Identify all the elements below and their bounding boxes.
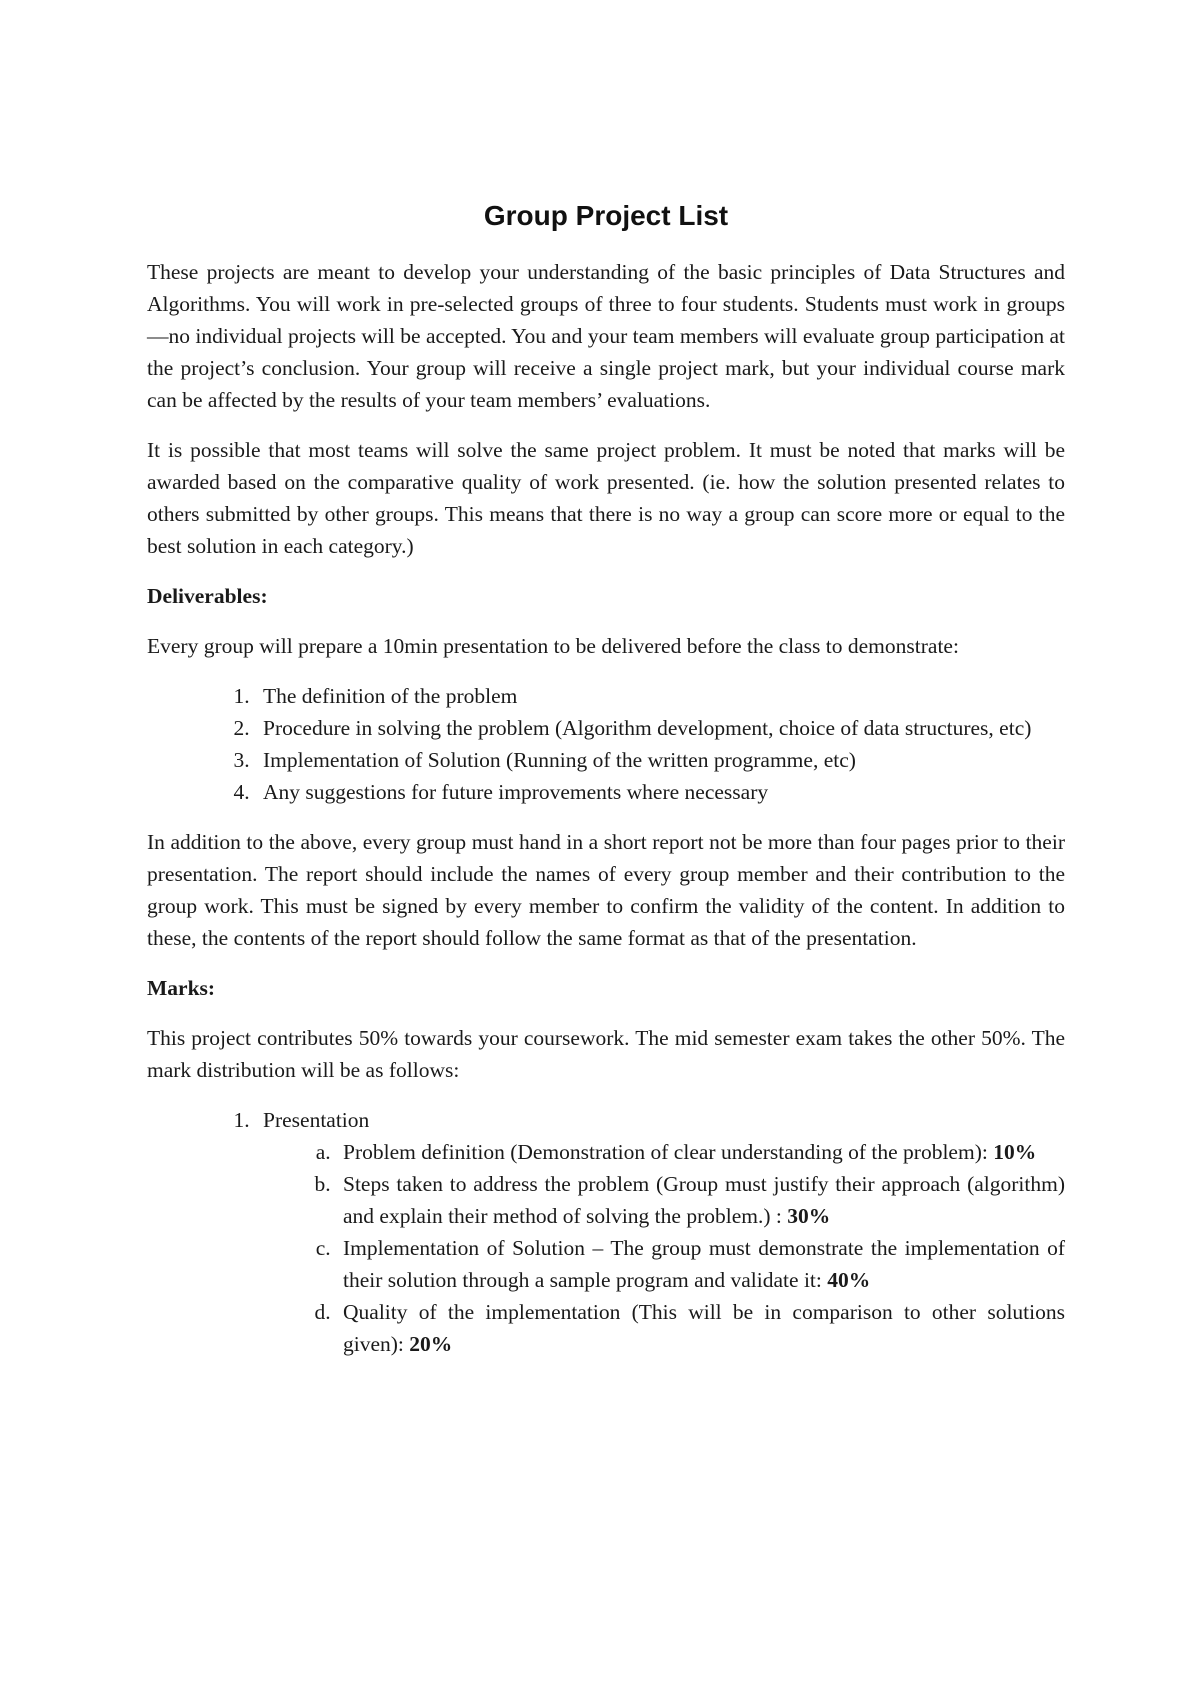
criterion-percentage: 20% xyxy=(409,1332,453,1356)
report-paragraph: In addition to the above, every group must hand in a short report not be more than four pages prior to their presentation. The report should include the names of every group member and their contribution to the group work. This must be signed by every member to confirm the validity of the content. In addition to these, the contents of the report should follow the same format as that of the presentation. xyxy=(147,830,1065,950)
intro-paragraph-2: It is possible that most teams will solve the same project problem. It must be noted that marks will be awarded based on the comparative quality of work presented. (ie. how the solution presented relates to others submitted by other groups. This means that there is no way a group can score more or equal to the best solution in each category.) xyxy=(147,438,1065,558)
marks-section-label: Presentation xyxy=(263,1108,370,1132)
marks-criterion xyxy=(336,1168,1065,1232)
intro-paragraph-1: These projects are meant to develop your understanding of the basic principles of Data Structures and Algorithms. You will work in pre-selected groups of three to four students. Students must work in groups—no individual projects will be accepted. You and your team members will evaluate group participation at the project’s conclusion. Your group will receive a single project mark, but your individual course mark can be affected by the results of your team members’ evaluations. xyxy=(147,260,1065,412)
deliverables-lead: Every group will prepare a 10min presentation to be delivered before the class to demonstrate: xyxy=(147,634,959,658)
marks-criteria-list xyxy=(263,1136,1065,1360)
criterion-text: Implementation of Solution – The group must demonstrate the implementation of their solution through a sample program and validate it: xyxy=(343,1236,1065,1292)
criterion-text: Steps taken to address the problem (Group must justify their approach (algorithm) and explain their method of solving the problem.) : xyxy=(343,1172,1065,1228)
deliverables-list xyxy=(147,680,1065,808)
criterion-text: Problem definition (Demonstration of clear understanding of the problem): xyxy=(343,1140,988,1164)
deliverables-item: 2. Procedure in solving the problem (Algorithm development, choice of data structures, etc) xyxy=(255,712,1065,744)
marks-criterion xyxy=(336,1232,1065,1296)
criterion-percentage: 10% xyxy=(993,1140,1037,1164)
deliverables-item: 1. The definition of the problem xyxy=(255,680,1065,712)
deliverables-heading: Deliverables: xyxy=(147,584,268,608)
marks-lead: This project contributes 50% towards your coursework. The mid semester exam takes the other 50%. The mark distribution will be as follows: xyxy=(147,1026,1065,1082)
marks-section-item xyxy=(255,1104,1065,1360)
marks-list xyxy=(147,1104,1065,1360)
marks-heading: Marks: xyxy=(147,976,216,1000)
criterion-percentage: 30% xyxy=(787,1204,831,1228)
deliverables-item: 3. Implementation of Solution (Running of the written programme, etc) xyxy=(255,744,1065,776)
document-page xyxy=(147,196,1065,1378)
criterion-text: Quality of the implementation (This will be in comparison to other solutions given): xyxy=(343,1300,1065,1356)
marks-criterion xyxy=(336,1296,1065,1360)
deliverables-item: 4. Any suggestions for future improvements where necessary xyxy=(255,776,1065,808)
page-title: Group Project List xyxy=(483,200,729,231)
criterion-percentage: 40% xyxy=(827,1268,871,1292)
marks-criterion xyxy=(336,1136,1065,1168)
